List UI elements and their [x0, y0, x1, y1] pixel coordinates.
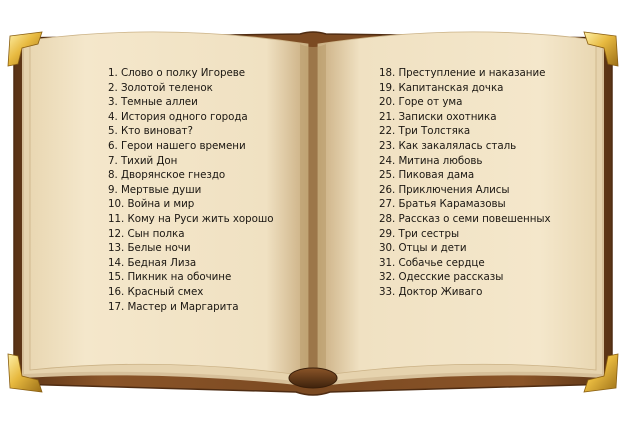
list-item: 19. Капитанская дочка	[379, 81, 504, 94]
list-item: 29. Три сестры	[379, 227, 460, 240]
list-item: 18. Преступление и наказание	[379, 67, 546, 79]
list-item: 11. Кому на Руси жить хорошо	[108, 212, 274, 225]
list-item: 5. Кто виноват?	[108, 125, 193, 138]
list-item: 21. Записки охотника	[379, 110, 497, 123]
list-item: 16. Красный смех	[108, 285, 204, 298]
list-item: 10. Война и мир	[108, 198, 195, 211]
list-item: 13. Белые ночи	[108, 242, 191, 255]
list-item: 7. Тихий Дон	[108, 154, 178, 167]
list-item: 30. Отцы и дети	[379, 242, 467, 255]
list-item: 3. Темные аллеи	[108, 96, 198, 109]
spine-bump	[289, 368, 337, 388]
list-item: 15. Пикник на обочине	[108, 271, 232, 284]
list-item: 31. Собачье сердце	[379, 256, 485, 269]
list-item: 20. Горе от ума	[379, 96, 463, 109]
list-item: 4. История одного города	[108, 110, 248, 123]
list-item: 8. Дворянское гнездо	[108, 169, 226, 182]
list-item: 17. Мастер и Маргарита	[108, 300, 239, 313]
list-item: 2. Золотой теленок	[108, 81, 213, 94]
right-page-list	[379, 66, 551, 300]
list-item: 27. Братья Карамазовы	[379, 198, 506, 211]
list-item: 26. Приключения Алисы	[379, 183, 510, 196]
left-page-list	[108, 66, 274, 314]
list-item: 1. Слово о полку Игореве	[108, 67, 246, 79]
list-item: 14. Бедная Лиза	[108, 256, 197, 269]
list-item: 12. Сын полка	[108, 227, 185, 240]
list-item: 22. Три Толстяка	[379, 125, 471, 138]
list-item: 28. Рассказ о семи повешенных	[379, 212, 551, 225]
list-item: 24. Митина любовь	[379, 154, 483, 167]
list-item: 25. Пиковая дама	[379, 169, 475, 182]
list-item: 9. Мертвые души	[108, 183, 202, 196]
list-item: 6. Герои нашего времени	[108, 139, 246, 152]
list-item: 33. Доктор Живаго	[379, 285, 483, 298]
list-item: 32. Одесские рассказы	[379, 271, 504, 284]
list-item: 23. Как закалялась сталь	[379, 139, 517, 152]
